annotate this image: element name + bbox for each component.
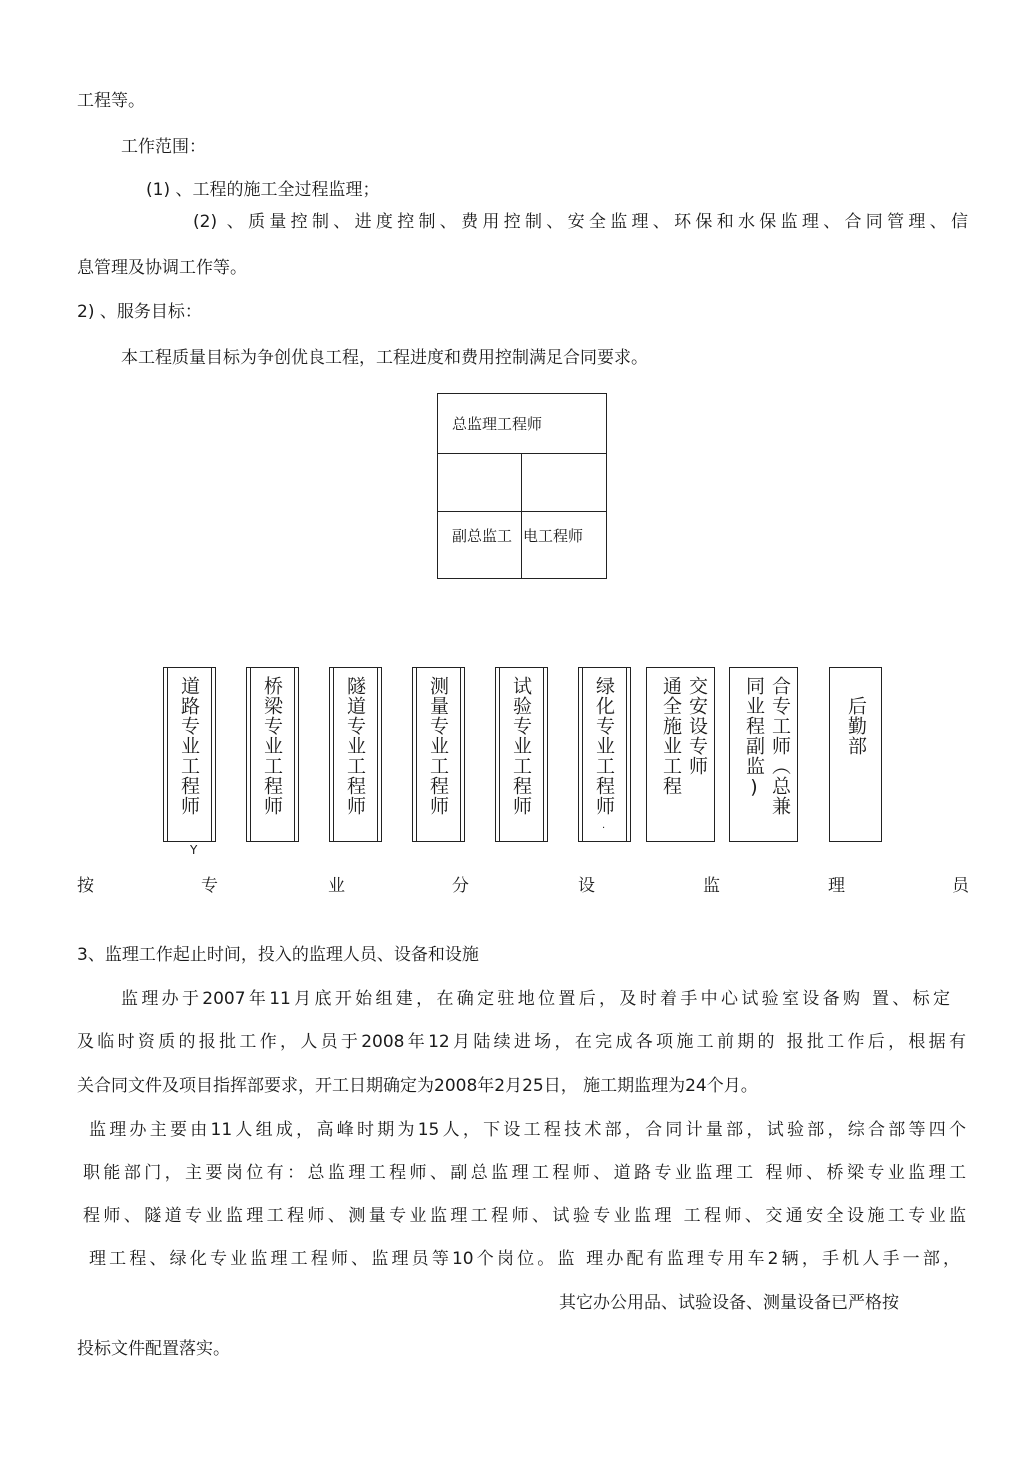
paragraph-line: 本工程质量目标为争创优良工程，工程进度和费用控制满足合同要求。	[121, 348, 648, 368]
spread-char: 理	[828, 876, 845, 896]
specialist-label-col2: 通全施业工程	[660, 676, 682, 796]
specialist-label: 隧道专业工程师	[344, 676, 366, 816]
specialist-label-col2: 同业程副监)	[743, 676, 765, 799]
paragraph-line: 工程等。	[77, 91, 145, 111]
org-divider-vertical	[521, 453, 522, 579]
specialist-label: 桥梁专业工程师	[261, 676, 283, 816]
paragraph-line: 工作范围：	[121, 137, 206, 157]
paragraph-line: 职能部门，主要岗位有：总监理工程师、副总监理工程师、道路专业监理工 程师、桥梁专业监理工	[83, 1163, 966, 1183]
org-electrical-label: 电工程师	[523, 527, 584, 545]
paragraph-line: 投标文件配置落实。	[77, 1339, 230, 1359]
paragraph-line: 关合同文件及项目指挥部要求，开工日期确定为2008年2月25日， 施工期监理为24个月。	[77, 1076, 758, 1096]
specialist-label: 绿化专业工程师	[593, 676, 615, 816]
paragraph-line: 2) 、服务目标：	[77, 302, 202, 322]
specialist-box-road	[163, 667, 216, 842]
paragraph-line: 息管理及协调工作等。	[77, 258, 247, 278]
spread-char: 按	[77, 876, 94, 896]
org-chief-box	[438, 394, 606, 454]
paragraph-line: 及临时资质的报批工作，人员于2008年12月陆续进场，在完成各项施工前期的 报批工作后，根据有	[77, 1032, 966, 1052]
specialist-label-col1: 合专工师（总兼	[769, 676, 791, 816]
spread-char: 员	[952, 876, 969, 896]
specialist-label: 测量专业工程师	[427, 676, 449, 816]
section-title: 3、监理工作起止时间，投入的监理人员、设备和设施	[77, 945, 479, 965]
paragraph-line: 监理办于2007年11月底开始组建，在确定驻地位置后，及时着手中心试验室设备购 置、标定	[121, 989, 950, 1009]
specialist-box-testing	[495, 667, 548, 842]
paragraph-line: (1) 、工程的施工全过程监理；	[146, 180, 380, 200]
org-chart-top	[437, 393, 607, 579]
spread-char: 设	[578, 876, 595, 896]
paragraph-line: 监理办主要由11人组成，高峰时期为15人，下设工程技术部，合同计量部，试验部，综合部等四个	[89, 1120, 966, 1140]
org-chief-label: 总监理工程师	[452, 415, 543, 433]
specialist-label: 后勤部	[845, 696, 867, 756]
specialist-box-bridge	[246, 667, 299, 842]
dot-mark: ·	[602, 823, 606, 834]
org-deputy-label: 副总监工	[452, 527, 513, 545]
y-mark: Y	[190, 843, 198, 857]
spread-char: 专	[201, 876, 218, 896]
spread-char: 分	[452, 876, 469, 896]
specialist-label: 道路专业工程师	[178, 676, 200, 816]
paragraph-line: (2) 、质量控制、进度控制、费用控制、安全监理、环保和水保监理、合同管理、信	[193, 212, 968, 232]
specialist-label: 试验专业工程师	[510, 676, 532, 816]
paragraph-line: 程师、隧道专业监理工程师、测量专业监理工程师、试验专业监理 工程师、交通安全设施工专业监	[83, 1206, 966, 1226]
paragraph-line: 理工程、绿化专业监理工程师、监理员等10个岗位。监 理办配有监理专用车2辆，手机人手一部，	[89, 1249, 960, 1269]
specialist-box-contract	[729, 667, 798, 842]
org-divider-horizontal	[438, 511, 606, 512]
specialist-box-greening	[578, 667, 631, 842]
specialist-label-col1: 交安设专师	[686, 676, 708, 776]
specialist-box-survey	[412, 667, 465, 842]
spread-char: 监	[703, 876, 720, 896]
paragraph-line: 其它办公用品、试验设备、测量设备已严格按	[559, 1293, 899, 1313]
spread-char: 业	[328, 876, 345, 896]
specialist-box-traffic-safety	[646, 667, 715, 842]
specialist-box-tunnel	[329, 667, 382, 842]
specialist-box-logistics	[829, 667, 882, 842]
